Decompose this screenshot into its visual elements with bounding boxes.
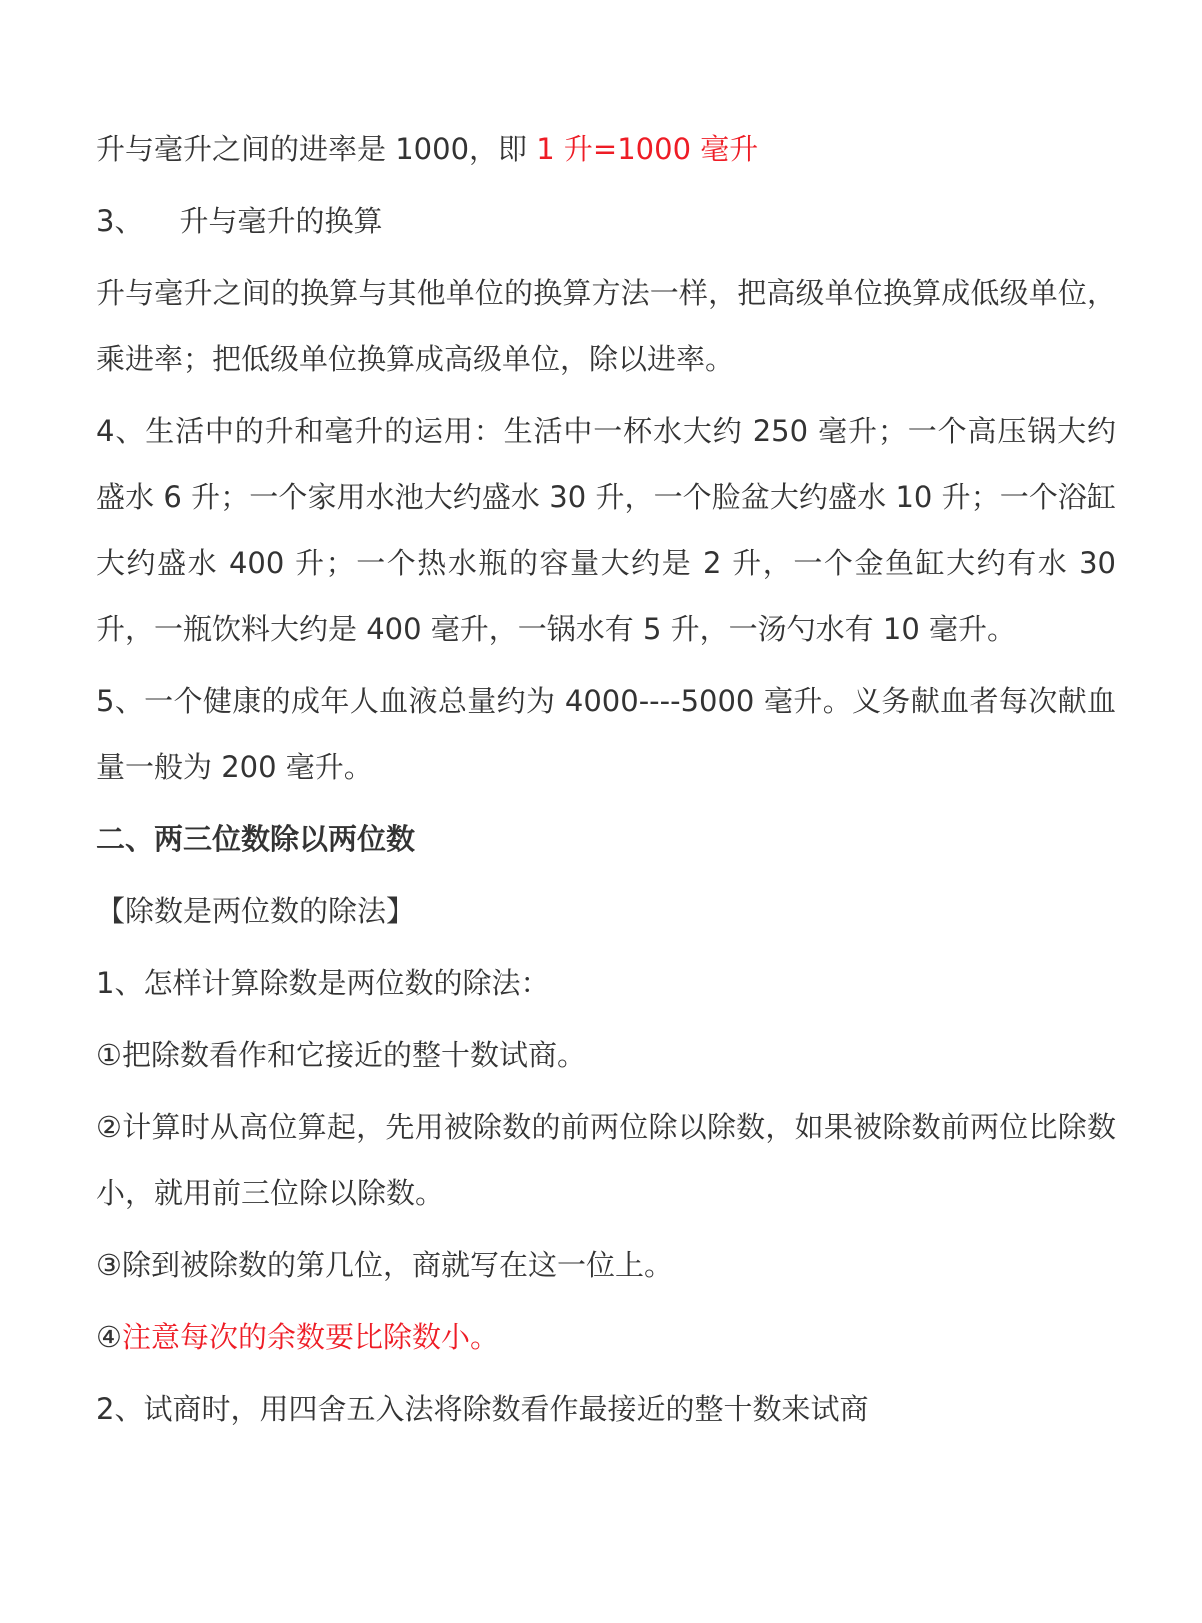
step-2: ②计算时从高位算起，先用被除数的前两位除以除数，如果被除数前两位比除数小，就用前三位除以除数。	[96, 1110, 1116, 1210]
paragraph-conversion-method: 升与毫升之间的换算与其他单位的换算方法一样，把高级单位换算成低级单位，乘进率；把低级单位换算成高级单位，除以进率。	[96, 276, 1116, 376]
section-heading-division: 二、两三位数除以两位数	[96, 822, 416, 856]
subheading-two-digit-divisor: 【除数是两位数的除法】	[96, 894, 416, 928]
rate-highlight: 1 升=1000 毫升	[536, 132, 759, 166]
step-4-highlight: 注意每次的余数要比除数小。	[122, 1320, 500, 1354]
heading-text: 升与毫升的换算	[179, 204, 383, 238]
paragraph-blood-volume: 5、一个健康的成年人血液总量约为 4000----5000 毫升。义务献血者每次献血量一般为 200 毫升。	[96, 684, 1116, 784]
heading-number: 3、	[96, 204, 144, 238]
question-how-to-calculate: 1、怎样计算除数是两位数的除法：	[96, 966, 550, 1000]
heading-conversion	[96, 188, 1116, 254]
rate-text: 升与毫升之间的进率是 1000，即	[96, 132, 537, 166]
document-page	[96, 116, 1116, 1448]
step-4-mark: ④	[96, 1320, 122, 1354]
step-1: ①把除数看作和它接近的整十数试商。	[96, 1038, 586, 1072]
paragraph-liter-ml-rate	[96, 116, 1116, 182]
step-3: ③除到被除数的第几位，商就写在这一位上。	[96, 1248, 673, 1282]
step-4	[96, 1304, 1116, 1370]
paragraph-daily-usage: 4、生活中的升和毫升的运用：生活中一杯水大约 250 毫升；一个高压锅大约盛水 6 升；一个家用水池大约盛水 30 升，一个脸盆大约盛水 10 升；一个浴缸大约盛水 400 升；一个热水瓶的容量大约是 2 升，一个金鱼缸大约有水 30 升，一瓶饮料大约是 400 毫升，一锅水有 5 升，一汤勺水有 10 毫升。	[96, 414, 1116, 646]
question-trial-quotient: 2、试商时，用四舍五入法将除数看作最接近的整十数来试商	[96, 1392, 869, 1426]
